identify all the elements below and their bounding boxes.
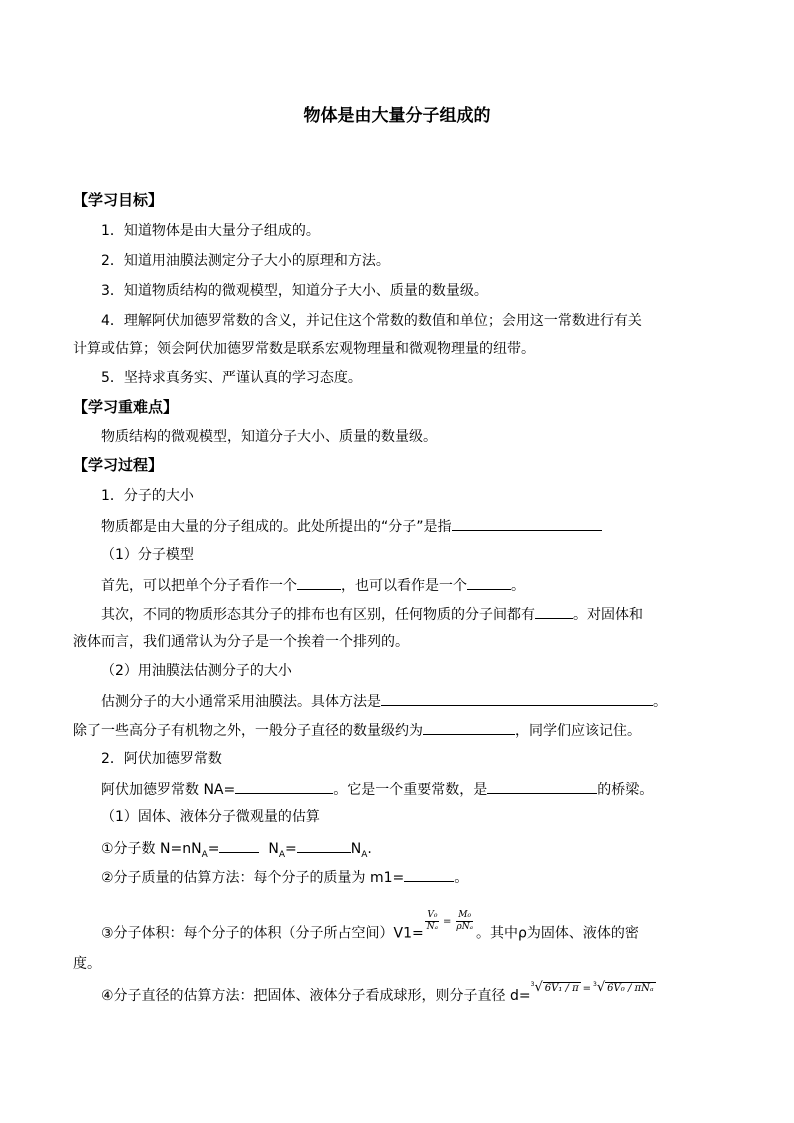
section-1-text: 物质都是由大量的分子组成的。此处所提出的“分子”是指	[101, 515, 602, 537]
molecule-model-line-2: 其次，不同的物质形态其分子的排布也有区别，任何物质的分子间都有 。对固体和	[101, 603, 643, 625]
fill-blank[interactable]	[381, 690, 653, 706]
goal-item: 5．坚持求真务实、严谨认真的学习态度。	[101, 370, 362, 386]
fill-blank[interactable]	[467, 574, 511, 590]
key-points-text: 物质结构的微观模型，知道分子大小、质量的数量级。	[101, 429, 437, 445]
fill-blank[interactable]	[423, 719, 515, 735]
formula-molecule-volume-continuation: 度。	[73, 956, 101, 972]
cube-root-6v0-pi-na: $^3$√ 6V₀ / πNₐ	[593, 980, 654, 995]
oil-film-line-2: 除了一些高分子有机物之外，一般分子直径的数量级约为 ，同学们应该记住。	[73, 719, 641, 741]
fill-blank[interactable]	[219, 837, 259, 853]
section-1-title: 1．分子的大小	[101, 488, 194, 504]
formula-molecule-count: ①分子数 $N=nN_A= N_A= N_A$.	[101, 837, 372, 865]
fill-blank[interactable]	[404, 866, 454, 882]
molecule-model-line-3: 液体而言，我们通常认为分子是一个挨着一个排列的。	[73, 634, 409, 650]
oil-film-line-1: 估测分子的大小通常采用油膜法。具体方法是 。	[101, 690, 667, 712]
molecule-model-line-1: 首先，可以把单个分子看作一个 ，也可以看作是一个 。	[101, 574, 525, 596]
fraction-m0-rho-na: $\frac{\text{M₀}}{\text{ρNₐ}}$	[456, 910, 473, 932]
fill-blank[interactable]	[297, 574, 341, 590]
process-heading: 【学习过程】	[73, 456, 164, 474]
goal-item: 2．知道用油膜法测定分子大小的原理和方法。	[101, 253, 390, 269]
fill-blank[interactable]	[535, 603, 573, 619]
section-2-title: 2．阿伏加德罗常数	[101, 751, 222, 767]
fraction-v0-na: $\frac{\text{V₀}}{\text{Nₐ}}$	[426, 910, 439, 932]
cube-root-6v1-pi: $^3$√ 6V₁ / π	[530, 980, 579, 995]
fill-blank[interactable]	[235, 778, 333, 794]
fill-blank[interactable]	[297, 837, 351, 853]
key-points-heading: 【学习重难点】	[73, 398, 179, 416]
subsection-1-2-title: （2）用油膜法估测分子的大小	[101, 663, 292, 679]
formula-molecule-diameter: ④分子直径的估算方法：把固体、液体分子看成球形，则分子直径 d=$^3$√ 6V₁ / π = $^3$√ 6V₀ / πNₐ	[101, 980, 654, 1004]
goals-heading: 【学习目标】	[73, 191, 164, 209]
avogadro-line: 阿伏加德罗常数 NA= 。它是一个重要常数，是 的桥梁。	[101, 778, 653, 800]
page-title: 物体是由大量分子组成的	[303, 106, 491, 126]
goal-item-continuation: 计算或估算；领会阿伏加德罗常数是联系宏观物理量和微观物理量的纽带。	[73, 341, 535, 357]
fill-blank[interactable]	[487, 778, 597, 794]
formula-molecule-volume: ③分子体积：每个分子的体积（分子所占空间）V1= $\frac{\text{V₀}}{\text{Nₐ}}$ = $\frac{\text{M₀}}{\text{ρNₐ}}$ 。其中ρ为固体、液体的密	[101, 910, 639, 942]
goal-item: 1．知道物体是由大量分子组成的。	[101, 223, 320, 239]
subsection-2-1-title: （1）固体、液体分子微观量的估算	[101, 809, 320, 825]
goal-item: 4．理解阿伏加德罗常数的含义，并记住这个常数的数值和单位；会用这一常数进行有关	[101, 313, 642, 329]
fill-blank[interactable]	[452, 515, 602, 531]
goal-item: 3．知道物质结构的微观模型，知道分子大小、质量的数量级。	[101, 283, 488, 299]
formula-molecule-mass: ②分子质量的估算方法：每个分子的质量为 m1= 。	[101, 866, 468, 888]
subsection-1-1-title: （1）分子模型	[101, 547, 194, 563]
